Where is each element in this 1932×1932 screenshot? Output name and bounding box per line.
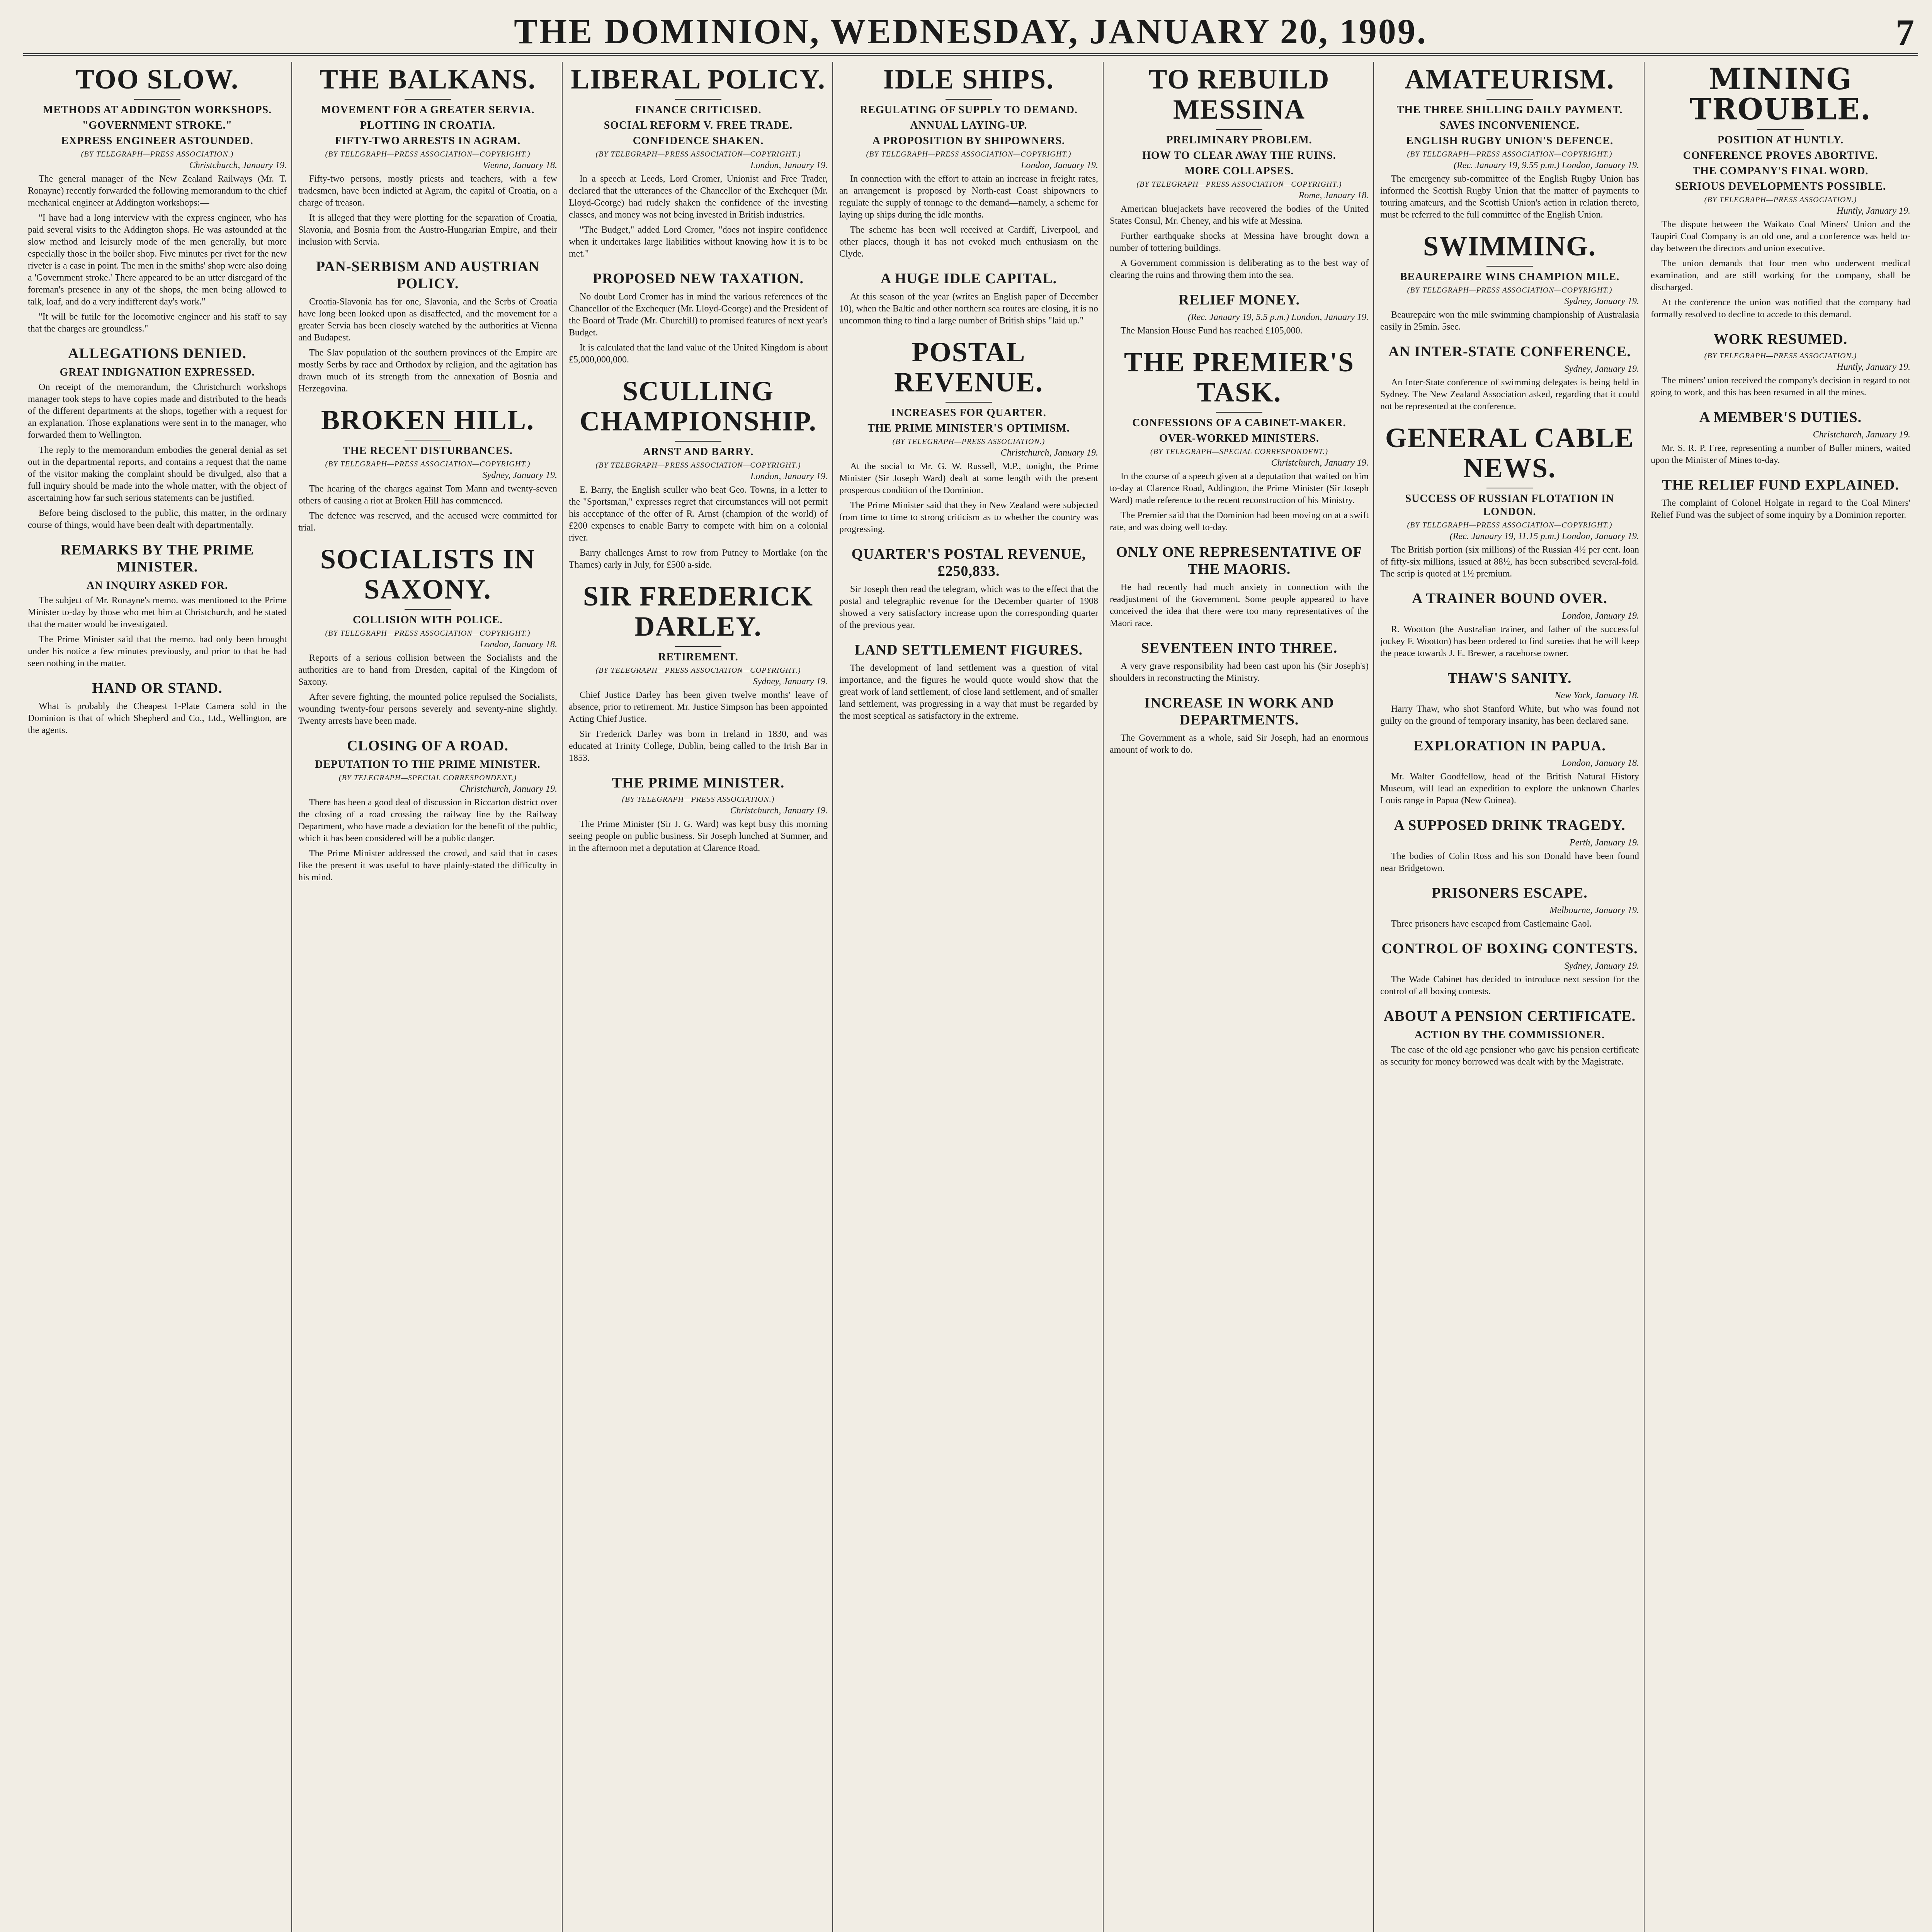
article [1380,231,1639,333]
deck: THE THREE SHILLING DAILY PAYMENT. [1396,104,1623,116]
subheadline: ABOUT A PENSION CERTIFICATE. [1383,1008,1636,1024]
article-body [1380,703,1639,727]
dateline: Sydney, January 19. [1564,296,1639,306]
paragraph: Three prisoners have escaped from Castlemaine Gaol. [1391,919,1592,929]
article [28,680,287,736]
dateline: Christchurch, January 19. [1271,458,1369,468]
paragraph: The Slav population of the southern provinces of the Empire are mostly Serbs by race and Orthodox by religion, and the agitation has drawn much of its strength from the annexation of Bosnia and Herzegovina. [298,348,557,394]
dateline: Huntly, January 19. [1837,206,1910,216]
press-credit: (BY TELEGRAPH—PRESS ASSOCIATION—COPYRIGHT.) [325,150,531,158]
article-body [1651,442,1910,466]
dateline: London, January 18. [1562,758,1639,768]
paragraph: Fifty-two persons, mostly priests and teachers, with a few tradesmen, have been indicted at Agram, the capital of Croatia, on a charge of treason. [298,174,557,208]
press-credit: (BY TELEGRAPH—PRESS ASSOCIATION—COPYRIGHT.) [595,150,801,158]
column-1 [23,62,292,1932]
article-body [1110,471,1369,534]
paragraph: Croatia-Slavonia has for one, Slavonia, and the Serbs of Croatia have long been looked upon as disaffected, and the movement for a greater Servia has been closely watched by the authorities at Vienna and Budapest. [298,297,557,343]
article-body [569,173,828,260]
press-credit: (BY TELEGRAPH—PRESS ASSOCIATION.) [622,795,775,804]
press-credit: (BY TELEGRAPH—PRESS ASSOCIATION—COPYRIGHT.) [325,460,531,468]
article-body [569,484,828,571]
article [1651,331,1910,399]
subheadline: PAN-SERBISM AND AUSTRIAN POLICY. [316,259,540,292]
article-body [298,173,557,248]
paragraph: The dispute between the Waikato Coal Miners' Union and the Taupiri Coal Company is an old one, and a conference was held to-day between the directors and union executive. [1651,219,1910,253]
article-body [1380,309,1639,333]
subheadline: A MEMBER'S DUTIES. [1699,409,1862,425]
paragraph: Sir Frederick Darley was born in Ireland in 1830, and was educated at Trinity College, Dublin, being called to the Irish Bar in 1853. [569,729,828,763]
press-credit: (BY TELEGRAPH—PRESS ASSOCIATION—COPYRIGHT.) [866,150,1071,158]
article [28,64,287,335]
article [1651,476,1910,521]
article-body [298,483,557,534]
article-body [28,595,287,670]
paragraph: The general manager of the New Zealand Railways (Mr. T. Ronayne) recently forwarded the following memorandum to the chief mechanical engineer at Addington workshops:— [28,174,287,208]
deck: RETIREMENT. [658,651,738,663]
article [569,581,828,764]
article [1380,817,1639,874]
dateline: New York, January 18. [1554,690,1639,701]
divider [405,99,451,100]
paragraph: The miners' union received the company's decision in regard to not going to work, and this has been resumed in all the mines. [1651,376,1910,398]
press-credit: (BY TELEGRAPH—PRESS ASSOCIATION—COPYRIGHT.) [1407,286,1612,294]
paragraph: Barry challenges Arnst to row from Putney to Mortlake (on the Thames) early in July, for £500 a-side. [569,548,828,570]
dateline: (Rec. January 19, 5.5 p.m.) London, January 19. [1188,312,1369,322]
deck: EXPRESS ENGINEER ASTOUNDED. [61,135,253,147]
article [298,258,557,395]
paragraph: The Premier said that the Dominion had been moving on at a swift rate, and was doing well to-day. [1110,510,1369,532]
press-credit: (BY TELEGRAPH—SPECIAL CORRESPONDENT.) [338,774,517,782]
paragraph: The Prime Minister said that they in New Zealand were subjected from time to time to strong criticism as to whether the country was progressing. [839,500,1098,534]
column-2 [294,62,563,1932]
column-5 [1105,62,1374,1932]
article [1380,64,1639,221]
paragraph: On receipt of the memorandum, the Christchurch workshops manager took steps to have copies made and distributed to the heads of the different departments at the shops, together with a request for an explanation. Those explanations were sent in to the manager, who forwarded them to Wellington. [28,382,287,440]
dateline: Christchurch, January 19. [459,784,557,794]
article [1110,291,1369,337]
paragraph: Chief Justice Darley has been given twelve months' leave of absence, prior to retirement. Mr. Justice Simpson has been appointed Acting Chief Justice. [569,690,828,724]
paragraph: He had recently had much anxiety in connection with the readjustment of the Government. Some people appeared to have conceived the idea that there were too many representatives of the Maori race. [1110,582,1369,628]
subheadline: THE PRIME MINISTER. [612,775,785,791]
paragraph: A Government commission is deliberating as to the best way of clearing the ruins and throwing them into the sea. [1110,258,1369,280]
deck: MORE COLLAPSES. [1184,165,1294,177]
dateline: Vienna, January 18. [483,160,557,170]
subheadline: EXPLORATION IN PAPUA. [1413,738,1606,754]
article [298,64,557,248]
article [298,405,557,534]
column-4 [835,62,1104,1932]
columns-container [23,62,1918,1932]
headline: BROKEN HILL. [321,405,535,435]
column-3 [564,62,833,1932]
paragraph: No doubt Lord Cromer has in mind the various references of the Chancellor of the Exchequer (Mr. Lloyd-George) and the President of the Board of Trade (Mr. Churchill) to promised features of next year's Budget. [569,292,828,338]
paragraph: The Mansion House Fund has reached £105,000. [1121,326,1303,336]
subheadline: THAW'S SANITY. [1447,670,1572,686]
paragraph: Before being disclosed to the public, this matter, in the ordinary course of things, would have been dealt with departmentally. [28,508,287,530]
subheadline: REMARKS BY THE PRIME MINISTER. [60,542,254,575]
press-credit: (BY TELEGRAPH—PRESS ASSOCIATION—COPYRIGHT.) [595,666,801,675]
deck: REGULATING OF SUPPLY TO DEMAND. [860,104,1078,116]
article-body [1651,219,1910,321]
paragraph: The reply to the memorandum embodies the general denial as set out in the departmental reports, and contains a request that the name of the visitor making the complaint should be divulged, also that a full inquiry should be made into the whole matter, with the object of ascertaining how far such serious statements can be justified. [28,445,287,503]
dateline: Sydney, January 19. [1564,364,1639,374]
article-body [298,797,557,884]
deck: COLLISION WITH POLICE. [353,614,503,626]
paragraph: Sir Joseph then read the telegram, which was to the effect that the postal and telegraphic revenue for the December quarter of 1908 showed a very satisfactory increase upon the corresponding quarter of the previous year. [839,584,1098,630]
deck: PRELIMINARY PROBLEM. [1166,134,1312,146]
divider [1486,99,1533,100]
deck: FIFTY-TWO ARRESTS IN AGRAM. [335,135,521,147]
dateline: Melbourne, January 19. [1549,905,1639,915]
divider [1216,412,1262,413]
press-credit: (BY TELEGRAPH—PRESS ASSOCIATION—COPYRIGHT.) [325,629,531,638]
paragraph: In a speech at Leeds, Lord Cromer, Unionist and Free Trader, declared that the utterances of the Chancellor of the Exchequer (Mr. Lloyd-George) had rudely shaken the confidence of the investing classes, and money was not being invested in British industries. [569,174,828,220]
press-credit: (BY TELEGRAPH—PRESS ASSOCIATION—COPYRIGHT.) [595,461,801,469]
paragraph: The Government as a whole, said Sir Joseph, had an enormous amount of work to do. [1110,733,1369,755]
deck: PLOTTING IN CROATIA. [360,119,496,131]
article-body [1380,544,1639,580]
paragraph: The Prime Minister said that the memo. had only been brought under his notice a few minutes previously, and prior to that he had seen nothing in the matter. [28,634,287,668]
article [1110,544,1369,629]
paragraph: A very grave responsibility had been cast upon his (Sir Joseph's) shoulders in reconstructing the Ministry. [1110,661,1369,683]
subheadline: QUARTER'S POSTAL REVENUE, £250,833. [851,546,1086,579]
article-body [1380,624,1639,660]
article-body [1110,732,1369,756]
press-credit: (BY TELEGRAPH—PRESS ASSOCIATION—COPYRIGHT.) [1407,150,1612,158]
paragraph: The complaint of Colonel Holgate in regard to the Coal Miners' Relief Fund was the subject of some inquiry by a Dominion reporter. [1651,498,1910,520]
newspaper-title: THE DOMINION, WEDNESDAY, JANUARY 20, 1909. [514,12,1427,51]
article [839,64,1098,260]
divider [405,609,451,610]
headline: LIBERAL POLICY. [571,64,826,95]
article-body [1110,203,1369,281]
subheadline: AN INTER-STATE CONFERENCE. [1388,344,1631,360]
subheadline: HAND OR STAND. [92,680,223,696]
subheadline: RELIEF MONEY. [1178,292,1300,308]
dateline: Christchurch, January 19. [1813,430,1910,440]
paragraph: Further earthquake shocks at Messina have brought down a number of tottering buildings. [1110,231,1369,253]
subheadline: A TRAINER BOUND OVER. [1412,590,1607,607]
subheadline: WORK RESUMED. [1713,331,1848,347]
divider [675,646,721,647]
headline: SIR FREDERICK DARLEY. [583,581,814,642]
subheadline: CLOSING OF A ROAD. [347,738,509,754]
dateline: Sydney, January 19. [482,470,557,480]
paragraph: The case of the old age pensioner who gave his pension certificate as security for money borrowed was dealt with by the Magistrate. [1380,1045,1639,1067]
deck: SOCIAL REFORM V. FREE TRADE. [604,119,793,131]
article-body [1110,325,1369,337]
article [839,546,1098,631]
deck: INCREASES FOR QUARTER. [891,407,1046,419]
article [1380,423,1639,580]
article [569,64,828,260]
article [1110,347,1369,534]
article [28,541,287,670]
divider [946,402,992,403]
deck: GREAT INDIGNATION EXPRESSED. [60,366,255,378]
article-body [839,662,1098,722]
subheadline: PROPOSED NEW TAXATION. [593,270,804,287]
article [569,270,828,366]
article [1380,737,1639,807]
article [1651,64,1910,321]
paragraph: The scheme has been well received at Cardiff, Liverpool, and other places, though it has not evoked much enthusiasm on the Clyde. [839,225,1098,259]
subheadline: THE RELIEF FUND EXPLAINED. [1662,477,1899,493]
article [839,641,1098,722]
paragraph: The Prime Minister addressed the crowd, and said that in cases like the present it was useful to have plainly-stated the difficulty in his mind. [298,849,557,883]
deck: SUCCESS OF RUSSIAN FLOTATION IN LONDON. [1405,493,1614,518]
divider [1486,266,1533,267]
article [1380,590,1639,660]
deck: DEPUTATION TO THE PRIME MINISTER. [315,759,541,770]
headline: SCULLING CHAMPIONSHIP. [580,376,817,437]
paragraph: The subject of Mr. Ronayne's memo. was mentioned to the Prime Minister to-day by those who met him at Christchurch, and he stated that the matter would be investigated. [28,595,287,629]
dateline: Perth, January 19. [1570,838,1639,848]
paragraph: Reports of a serious collision between the Socialists and the authorities are to hand from Dresden, capital of the Kingdom of Saxony. [298,653,557,687]
subheadline: CONTROL OF BOXING CONTESTS. [1381,940,1638,957]
page-number: 7 [1896,12,1914,53]
dateline: Sydney, January 19. [753,677,828,687]
article-body [1651,375,1910,399]
article [839,337,1098,536]
article [28,345,287,531]
headline: SOCIALISTS IN SAXONY. [320,544,536,605]
deck: OVER-WORKED MINISTERS. [1159,432,1320,444]
subheadline: ALLEGATIONS DENIED. [68,345,247,362]
paragraph: What is probably the Cheapest 1-Plate Camera sold in the Dominion is that of which Shepherd and Co., Ltd., Wellington, are the agents. [28,701,287,735]
article-body [298,296,557,395]
dateline: Christchurch, January 19. [189,160,287,170]
paragraph: It is alleged that they were plotting for the separation of Croatia, Slavonia, and Bosnia from the Austro-Hungarian Empire, and their inclusion with Servia. [298,213,557,247]
subheadline: PRISONERS ESCAPE. [1432,885,1588,901]
article-body [569,291,828,366]
dateline: London, January 18. [480,639,557,650]
article [1380,670,1639,727]
masthead [23,7,1918,56]
paragraph: In the course of a speech given at a deputation that waited on him to-day at Clarence Road, Addington, the Prime Minister (Sir Joseph Ward) made reference to the recent reconstruction of his Ministry. [1110,471,1369,505]
deck: BEAUREPAIRE WINS CHAMPION MILE. [1400,271,1620,283]
deck: POSITION AT HUNTLY. [1717,134,1844,146]
paragraph: The British portion (six millions) of the Russian 4½ per cent. loan of fifty-six millions, issued at 88½, has been subscribed several-fold. The scrip is quoted at 1½ premium. [1380,545,1639,579]
headline: IDLE SHIPS. [883,64,1054,95]
article-body [1380,850,1639,874]
article-body [1380,918,1639,930]
press-credit: (BY TELEGRAPH—PRESS ASSOCIATION—COPYRIGHT.) [1407,521,1612,529]
subheadline: ONLY ONE REPRESENTATIVE OF THE MAORIS. [1116,544,1362,577]
deck: FINANCE CRITICISED. [635,104,762,116]
dateline: Huntly, January 19. [1837,362,1910,372]
divider [134,99,180,100]
article-body [1380,377,1639,413]
subheadline: A SUPPOSED DRINK TRAGEDY. [1394,817,1626,833]
paragraph: It is calculated that the land value of the United Kingdom is about £5,000,000,000. [569,343,828,365]
press-credit: (BY TELEGRAPH—PRESS ASSOCIATION.) [81,150,234,158]
divider [675,99,721,100]
headline: AMATEURISM. [1405,64,1615,95]
deck: SERIOUS DEVELOPMENTS POSSIBLE. [1675,180,1886,192]
paragraph: The emergency sub-committee of the English Rugby Union has informed the Scottish Rugby Union that the matter of payments to touring amateurs, and the Scottish Union's action in relation thereto, must be referred to the full committee of the English Union. [1380,174,1639,220]
paragraph: Mr. S. R. P. Free, representing a number of Buller miners, waited upon the Minister of Mines to-day. [1651,443,1910,465]
article-body [298,652,557,727]
article [839,270,1098,327]
deck: AN INQUIRY ASKED FOR. [87,580,228,592]
column-6 [1376,62,1645,1932]
deck: CONFERENCE PROVES ABORTIVE. [1683,150,1878,162]
dateline: London, January 19. [750,471,828,481]
article [1110,694,1369,756]
deck: ARNST AND BARRY. [643,446,754,458]
paragraph: There has been a good deal of discussion in Riccarton district over the closing of a road crossing the railway line by the Railway Department, who have made a deviation for the benefit of the public, which it has been considered will be a public danger. [298,798,557,844]
article-body [839,291,1098,327]
article [569,774,828,854]
press-credit: (BY TELEGRAPH—PRESS ASSOCIATION—COPYRIGHT.) [1136,180,1342,189]
paragraph: Mr. Walter Goodfellow, head of the British Natural History Museum, will lead an expedition to explore the unknown Charles Louis range in Papua (New Guinea). [1380,772,1639,806]
column-7 [1646,62,1915,1932]
paragraph: The defence was reserved, and the accused were committed for trial. [298,511,557,533]
deck: THE PRIME MINISTER'S OPTIMISM. [867,422,1070,434]
article-body [1380,173,1639,221]
deck: MOVEMENT FOR A GREATER SERVIA. [321,104,535,116]
paragraph: The Prime Minister (Sir J. G. Ward) was kept busy this morning seeing people on public business. Sir Joseph lunched at Sumner, and in the afternoon met a deputation at Clarence Road. [569,819,828,853]
paragraph: At this season of the year (writes an English paper of December 10), when the Baltic and other northern sea routes are closing, it is no uncommon thing to find a large number of British ships "laid up." [839,292,1098,326]
deck: METHODS AT ADDINGTON WORKSHOPS. [43,104,272,116]
article-body [1110,660,1369,684]
headline: POSTAL REVENUE. [894,337,1044,398]
dateline: Sydney, January 19. [1564,961,1639,971]
article-body [569,689,828,764]
paragraph: E. Barry, the English sculler who beat Geo. Towns, in a letter to the "Sportsman," expresses regret that circumstances will not permit his acceptance of the offer of R. Arnst (champion of the world) of £200 expenses to enable Barry to compete with him on a colonial river. [569,485,828,543]
paragraph: The hearing of the charges against Tom Mann and twenty-seven others of causing a riot at Broken Hill has commenced. [298,484,557,506]
article [298,544,557,727]
paragraph: After severe fighting, the mounted police repulsed the Socialists, wounding twenty-four persons severely and seventy-nine slightly. Twenty arrests have been made. [298,692,557,726]
headline: SWIMMING. [1423,231,1596,262]
dateline: (Rec. January 19, 9.55 p.m.) London, January 19. [1454,160,1639,170]
article-body [839,583,1098,631]
article [1110,639,1369,684]
paragraph: In connection with the effort to attain an increase in freight rates, an arrangement is proposed by North-east Coast shipowners to regulate the supply of tonnage to the demand—namely, a scheme for laying up ships during the idle months. [839,174,1098,220]
headline: TO REBUILD MESSINA [1148,64,1330,125]
paragraph: "I have had a long interview with the express engineer, who has paid several visits to the Addington shops. He was astounded at the slow method and leisurely mode of the men generally, but more especially those in the boiler shop. Five minutes per rivet for the new riveter is a case in point. The men in the smiths' shop were also doing a 'Government stroke.' There appeared to be an utter disregard of the foreman's presence in any of the shops, the men being allowed to talk, loaf, and do a very indifferent day's work." [28,213,287,307]
divider [1216,129,1262,130]
headline: MINING TROUBLE. [1689,62,1872,126]
paragraph: An Inter-State conference of swimming delegates is being held in Sydney. The New Zealand Association asked, regarding that it could not be represented at the conference. [1380,378,1639,412]
deck: CONFESSIONS OF A CABINET-MAKER. [1132,417,1346,429]
headline: TOO SLOW. [75,64,239,95]
paragraph: The Wade Cabinet has decided to introduce next session for the control of all boxing contests. [1380,975,1639,997]
deck: THE COMPANY'S FINAL WORD. [1692,165,1869,177]
dateline: Rome, January 18. [1298,190,1369,201]
press-credit: (BY TELEGRAPH—PRESS ASSOCIATION.) [1704,196,1857,204]
dateline: London, January 19. [750,160,828,170]
article-body [569,818,828,854]
deck: HOW TO CLEAR AWAY THE RUINS. [1142,150,1336,162]
dateline: London, January 19. [1021,160,1098,170]
dateline: (Rec. January 19, 11.15 p.m.) London, January 19. [1449,531,1639,541]
article-body [28,173,287,335]
dateline: Christchurch, January 19. [1000,448,1098,458]
article-body [839,461,1098,536]
deck: A PROPOSITION BY SHIPOWNERS. [872,135,1065,147]
article [1651,409,1910,466]
paragraph: R. Wootton (the Australian trainer, and father of the successful jockey F. Wootton) has been ordered to find sureties that he will keep the peace towards J. E. Brewer, a racehorse owner. [1380,624,1639,658]
deck: THE RECENT DISTURBANCES. [343,445,513,457]
subheadline: SEVENTEEN INTO THREE. [1141,640,1338,656]
subheadline: LAND SETTLEMENT FIGURES. [854,642,1083,658]
paragraph: The bodies of Colin Ross and his son Donald have been found near Bridgetown. [1380,851,1639,873]
headline: THE PREMIER'S TASK. [1124,347,1355,408]
subheadline: A HUGE IDLE CAPITAL. [880,270,1057,287]
article [1380,1008,1639,1068]
press-credit: (BY TELEGRAPH—PRESS ASSOCIATION.) [892,437,1045,446]
headline: THE BALKANS. [319,64,536,95]
paragraph: American bluejackets have recovered the bodies of the United States Consul, Mr. Cheney, and his wife at Messina. [1110,204,1369,226]
paragraph: "The Budget," added Lord Cromer, "does not inspire confidence when it undertakes large liabilities without knowing how it is to be met." [569,225,828,259]
article-body [28,701,287,736]
article [1380,940,1639,998]
deck: SAVES INCONVENIENCE. [1440,119,1580,131]
headline: GENERAL CABLE NEWS. [1385,422,1634,483]
press-credit: (BY TELEGRAPH—PRESS ASSOCIATION.) [1704,352,1857,360]
paragraph: "It will be futile for the locomotive engineer and his staff to say that the charges are groundless." [28,312,287,334]
article-body [1110,582,1369,629]
press-credit: (BY TELEGRAPH—SPECIAL CORRESPONDENT.) [1150,447,1328,456]
paragraph: Harry Thaw, who shot Stanford White, but who was found not guilty on the ground of temporary insanity, has been declared sane. [1380,704,1639,726]
deck: "GOVERNMENT STROKE." [82,119,233,131]
paragraph: At the social to Mr. G. W. Russell, M.P., tonight, the Prime Minister (Sir Joseph Ward) dealt at some length with the present prosperous condition of the Dominion. [839,461,1098,495]
dateline: Christchurch, January 19. [730,806,828,816]
article [1380,884,1639,930]
divider [675,441,721,442]
deck: ANNUAL LAYING-UP. [910,119,1027,131]
article-body [1380,771,1639,807]
article [569,376,828,571]
paragraph: The development of land settlement was a question of vital importance, and the figures he would quote would show that the great work of land settlement, of close land settlement, and of smaller land settlement, was progressing in a way that must be regarded by the most sceptical as satisfactory in the extreme. [839,663,1098,721]
divider [1757,129,1804,130]
article-body [1380,974,1639,998]
paragraph: The union demands that four men who underwent medical examination, and are still working for the company, shall be discharged. [1651,259,1910,293]
article-body [1651,497,1910,521]
paragraph: At the conference the union was notified that the company had formally resolved to decline to accede to this demand. [1651,298,1910,320]
deck: ACTION BY THE COMMISSIONER. [1414,1029,1605,1041]
divider [946,99,992,100]
subheadline: INCREASE IN WORK AND DEPARTMENTS. [1144,695,1334,728]
deck: ENGLISH RUGBY UNION'S DEFENCE. [1406,135,1614,147]
deck: CONFIDENCE SHAKEN. [633,135,764,147]
paragraph: Beaurepaire won the mile swimming championship of Australasia easily in 25min. 5sec. [1380,310,1639,332]
article-body [839,173,1098,260]
dateline: London, January 19. [1562,611,1639,621]
article-body [1380,1044,1639,1068]
article [1380,343,1639,413]
article [298,737,557,884]
article [1110,64,1369,281]
article-body [28,381,287,531]
